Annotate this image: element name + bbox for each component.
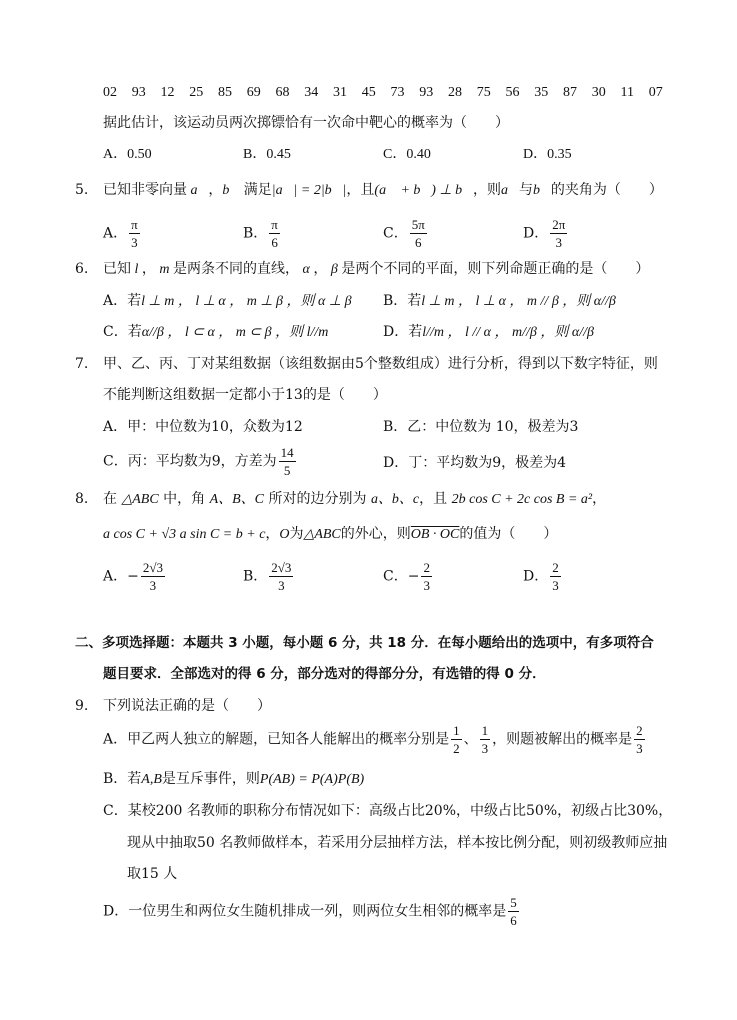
q5-stem: 已知非零向量 a⃗，b⃗ 满足|a⃗| = 2|b⃗|，且(a⃗ + b⃗) ⊥ b⃗，则a⃗与b⃗的夹角为（ ） [103,182,663,198]
q7-option-a: A．甲：中位数为10，众数为12 [103,419,303,435]
random-number: 35 [534,85,549,100]
q9-number: 9. [75,698,89,714]
random-number: 25 [189,85,204,100]
section2-heading-line1: 二、多项选择题：本题共 3 小题，每小题 6 分，共 18 分．在每小题给出的选项中，有多项符合 [75,635,654,651]
q4-stem: 据此估计，该运动员两次掷镖恰有一次命中靶心的概率为（ ） [103,115,509,131]
random-number: 11 [620,85,634,100]
random-number-table [103,85,663,101]
q7-stem-line2: 不能判断这组数据一定都小于13的是（ ） [103,387,387,403]
q8-option-d: D． $\frac{2}{3}$ [523,560,559,593]
q8-option-c: C．− $\frac{2}{3}$ [383,560,430,593]
q4-option-c: C．0.40 [383,147,431,162]
q4-option-d: D．0.35 [523,147,572,162]
q9-option-c-line2: 现从中抽取50 名教师做样本，若采用分层抽样方法，样本按比例分配，则初级教师应抽 [127,835,668,851]
q4-option-b: B．0.45 [243,147,291,162]
random-number: 85 [218,85,232,100]
random-number: 30 [591,85,606,100]
q6-option-a: A．若l ⊥ m ， l ⊥ α ， m ⊥ β ，则 α ⊥ β [103,293,352,309]
random-number: 93 [131,85,146,100]
q7-stem-line1: 甲、乙、丙、丁对某组数据（该组数据由5个整数组成）进行分析，得到以下数字特征，则 [103,356,658,372]
q9-stem: 下列说法正确的是（ ） [103,698,271,714]
q5-option-d: D． $\frac{2\pi}{3}$ [523,217,566,250]
random-number: 02 [103,85,117,100]
q8-option-b: B． $\frac{2√3}{3}$ [243,560,292,593]
q6-stem: 已知 l ， m 是两条不同的直线， α ， β 是两个不同的平面，则下列命题正确的是（ ） [103,261,650,277]
q9-option-c-line3: 取15 人 [127,866,178,882]
q9-option-c-line1: C．某校200 名教师的职称分布情况如下：高级占比20%，中级占比50%，初级占比30%， [103,803,673,819]
q5-option-c: C． $\frac{5\pi}{6}$ [383,217,425,250]
random-number: 69 [246,85,261,100]
q5-number: 5. [75,182,89,198]
q5-option-a: A． $\frac{\pi}{3}$ [103,217,138,250]
q6-option-d: D．若l//m ， l // α ， m//β ，则 α//β [383,324,594,340]
q9-option-b: B．若A,B是互斥事件，则P(AB) = P(A)P(B) [103,771,365,787]
random-number: 45 [361,85,376,100]
random-number: 07 [648,85,663,100]
q7-option-d: D．丁：平均数为9，极差为4 [383,455,567,471]
random-number: 75 [476,85,491,100]
random-number: 73 [390,85,405,100]
q8-stem-line2: a cos C + √3 a sin C = b + c，O为△ABC的外心，则OB · OC的值为（ ） [103,526,558,542]
q8-number: 8. [75,491,89,507]
q9-option-a: A．甲乙两人独立的解题，已知各人能解出的概率分别是 $\frac{1}{2}$ 、 $\frac{1}{3}$ ，则题被解出的概率是 $\frac{2}{3}$ [103,723,643,756]
q4-option-a: A．0.50 [103,147,152,162]
q6-number: 6. [75,261,89,277]
random-number: 93 [419,85,434,100]
random-number: 68 [275,85,290,100]
random-number: 31 [333,85,347,100]
random-number: 87 [563,85,577,100]
q6-option-b: B．若l ⊥ m ， l ⊥ α ， m // β ，则 α//β [383,293,616,309]
q6-option-c: C．若α//β ， l ⊂ α ， m ⊂ β ，则 l//m [103,324,329,340]
q8-option-a: A．− $\frac{2√3}{3}$ [103,560,163,593]
random-number: 34 [304,85,319,100]
q9-option-d: D．一位男生和两位女生随机排成一列，则两位女生相邻的概率是 $\frac{5}{6}$ [103,895,517,928]
section2-heading-line2: 题目要求．全部选对的得 6 分，部分选对的得部分分，有选错的得 0 分． [103,666,546,682]
q5-option-b: B． $\frac{\pi}{6}$ [243,217,278,250]
random-number: 12 [160,85,175,100]
q7-number: 7. [75,356,89,372]
random-number: 28 [448,85,462,100]
q8-stem-line1: 在 △ABC 中，角 A、B、C 所对的边分别为 a、b、c，且 2b cos C + 2c cos B = a²， [103,491,607,507]
q7-option-b: B．乙：中位数为 10，极差为3 [383,419,579,435]
random-number: 56 [505,85,520,100]
q7-option-c: C．丙：平均数为9，方差为 $\frac{14}{5}$ [103,445,294,478]
